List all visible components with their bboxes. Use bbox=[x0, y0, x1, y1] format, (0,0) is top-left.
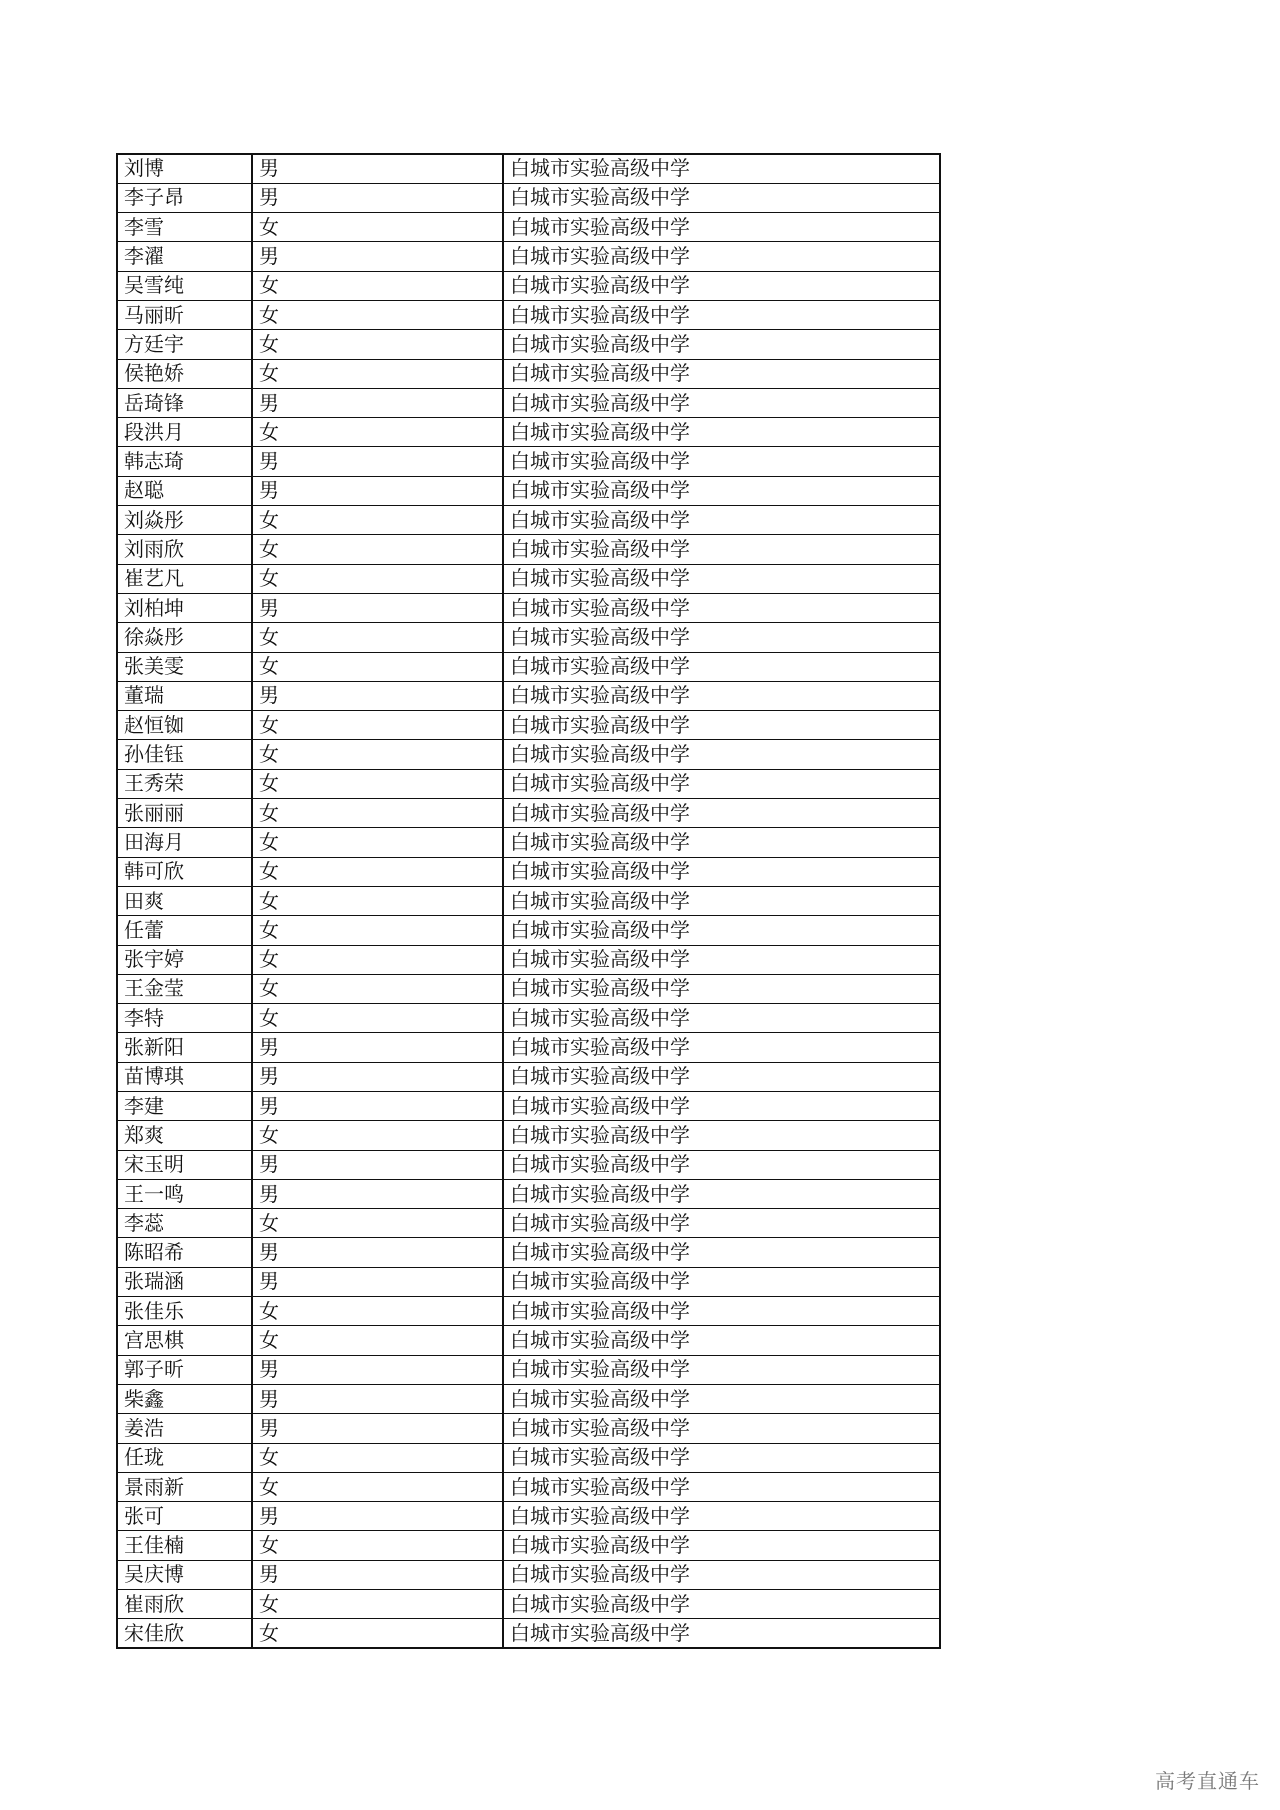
student-gender-cell: 男 bbox=[252, 1414, 503, 1443]
student-school-cell: 白城市实验高级中学 bbox=[503, 769, 940, 798]
table-row bbox=[117, 711, 940, 740]
student-gender-cell: 女 bbox=[252, 506, 503, 535]
student-name-cell: 崔雨欣 bbox=[117, 1590, 252, 1619]
student-gender-cell: 女 bbox=[252, 1326, 503, 1355]
student-gender-cell: 男 bbox=[252, 1384, 503, 1413]
student-gender-cell: 女 bbox=[252, 1297, 503, 1326]
student-name-cell: 柴鑫 bbox=[117, 1384, 252, 1413]
student-gender-cell: 男 bbox=[252, 1179, 503, 1208]
table-row bbox=[117, 799, 940, 828]
table-row bbox=[117, 974, 940, 1003]
student-name-cell: 刘雨欣 bbox=[117, 535, 252, 564]
table-row bbox=[117, 769, 940, 798]
table-row bbox=[117, 916, 940, 945]
student-name-cell: 张可 bbox=[117, 1502, 252, 1531]
student-gender-cell: 男 bbox=[252, 242, 503, 271]
student-school-cell: 白城市实验高级中学 bbox=[503, 271, 940, 300]
student-school-cell: 白城市实验高级中学 bbox=[503, 476, 940, 505]
student-gender-cell: 男 bbox=[252, 1560, 503, 1589]
student-name-cell: 李雪 bbox=[117, 213, 252, 242]
student-school-cell: 白城市实验高级中学 bbox=[503, 652, 940, 681]
table-row bbox=[117, 945, 940, 974]
student-gender-cell: 女 bbox=[252, 1443, 503, 1472]
student-school-cell: 白城市实验高级中学 bbox=[503, 945, 940, 974]
table-row bbox=[117, 1062, 940, 1091]
student-gender-cell: 女 bbox=[252, 799, 503, 828]
table-row bbox=[117, 1384, 940, 1413]
student-name-cell: 郑爽 bbox=[117, 1121, 252, 1150]
student-school-cell: 白城市实验高级中学 bbox=[503, 857, 940, 886]
student-gender-cell: 男 bbox=[252, 1502, 503, 1531]
student-gender-cell: 女 bbox=[252, 1619, 503, 1648]
student-name-cell: 吴庆博 bbox=[117, 1560, 252, 1589]
student-gender-cell: 男 bbox=[252, 476, 503, 505]
table-row bbox=[117, 1531, 940, 1560]
student-gender-cell: 男 bbox=[252, 681, 503, 710]
student-school-cell: 白城市实验高级中学 bbox=[503, 1297, 940, 1326]
student-school-cell: 白城市实验高级中学 bbox=[503, 1326, 940, 1355]
table-row bbox=[117, 388, 940, 417]
student-school-cell: 白城市实验高级中学 bbox=[503, 1150, 940, 1179]
student-name-cell: 姜浩 bbox=[117, 1414, 252, 1443]
table-row bbox=[117, 154, 940, 183]
student-name-cell: 王秀荣 bbox=[117, 769, 252, 798]
table-row bbox=[117, 1179, 940, 1208]
student-school-cell: 白城市实验高级中学 bbox=[503, 213, 940, 242]
student-school-cell: 白城市实验高级中学 bbox=[503, 1619, 940, 1648]
student-school-cell: 白城市实验高级中学 bbox=[503, 1590, 940, 1619]
student-name-cell: 景雨新 bbox=[117, 1472, 252, 1501]
table-row bbox=[117, 1209, 940, 1238]
student-name-cell: 王一鸣 bbox=[117, 1179, 252, 1208]
student-gender-cell: 男 bbox=[252, 593, 503, 622]
table-row bbox=[117, 564, 940, 593]
student-school-cell: 白城市实验高级中学 bbox=[503, 1062, 940, 1091]
student-name-cell: 李子昂 bbox=[117, 183, 252, 212]
student-name-cell: 任蕾 bbox=[117, 916, 252, 945]
table-row bbox=[117, 183, 940, 212]
student-gender-cell: 男 bbox=[252, 1092, 503, 1121]
student-gender-cell: 男 bbox=[252, 1062, 503, 1091]
table-row bbox=[117, 271, 940, 300]
student-name-cell: 刘博 bbox=[117, 154, 252, 183]
student-gender-cell: 男 bbox=[252, 388, 503, 417]
student-gender-cell: 女 bbox=[252, 1531, 503, 1560]
student-school-cell: 白城市实验高级中学 bbox=[503, 974, 940, 1003]
student-name-cell: 张丽丽 bbox=[117, 799, 252, 828]
student-school-cell: 白城市实验高级中学 bbox=[503, 1121, 940, 1150]
student-gender-cell: 女 bbox=[252, 945, 503, 974]
table-row bbox=[117, 418, 940, 447]
student-name-cell: 马丽昕 bbox=[117, 300, 252, 329]
student-school-cell: 白城市实验高级中学 bbox=[503, 740, 940, 769]
student-school-cell: 白城市实验高级中学 bbox=[503, 916, 940, 945]
student-name-cell: 孙佳钰 bbox=[117, 740, 252, 769]
student-gender-cell: 男 bbox=[252, 1238, 503, 1267]
table-row bbox=[117, 1619, 940, 1648]
student-school-cell: 白城市实验高级中学 bbox=[503, 886, 940, 915]
student-name-cell: 宋佳欣 bbox=[117, 1619, 252, 1648]
student-school-cell: 白城市实验高级中学 bbox=[503, 1472, 940, 1501]
student-school-cell: 白城市实验高级中学 bbox=[503, 1267, 940, 1296]
table-row bbox=[117, 330, 940, 359]
student-school-cell: 白城市实验高级中学 bbox=[503, 1560, 940, 1589]
student-name-cell: 李蕊 bbox=[117, 1209, 252, 1238]
student-gender-cell: 女 bbox=[252, 359, 503, 388]
student-name-cell: 赵聪 bbox=[117, 476, 252, 505]
student-name-cell: 岳琦锋 bbox=[117, 388, 252, 417]
student-school-cell: 白城市实验高级中学 bbox=[503, 242, 940, 271]
student-gender-cell: 女 bbox=[252, 740, 503, 769]
student-gender-cell: 女 bbox=[252, 564, 503, 593]
table-row bbox=[117, 1121, 940, 1150]
student-name-cell: 李特 bbox=[117, 1004, 252, 1033]
table-row bbox=[117, 300, 940, 329]
table-row bbox=[117, 1502, 940, 1531]
student-school-cell: 白城市实验高级中学 bbox=[503, 1414, 940, 1443]
student-school-cell: 白城市实验高级中学 bbox=[503, 183, 940, 212]
table-row bbox=[117, 857, 940, 886]
student-school-cell: 白城市实验高级中学 bbox=[503, 388, 940, 417]
student-gender-cell: 女 bbox=[252, 418, 503, 447]
student-name-cell: 侯艳娇 bbox=[117, 359, 252, 388]
student-gender-cell: 女 bbox=[252, 535, 503, 564]
table-row bbox=[117, 242, 940, 271]
student-name-cell: 田爽 bbox=[117, 886, 252, 915]
student-gender-cell: 女 bbox=[252, 1590, 503, 1619]
student-gender-cell: 女 bbox=[252, 1004, 503, 1033]
student-school-cell: 白城市实验高级中学 bbox=[503, 593, 940, 622]
student-school-cell: 白城市实验高级中学 bbox=[503, 154, 940, 183]
watermark-text: 高考直通车 bbox=[1155, 1769, 1260, 1793]
table-row bbox=[117, 1326, 940, 1355]
student-name-cell: 刘柏坤 bbox=[117, 593, 252, 622]
student-school-cell: 白城市实验高级中学 bbox=[503, 1179, 940, 1208]
student-school-cell: 白城市实验高级中学 bbox=[503, 418, 940, 447]
table-row bbox=[117, 740, 940, 769]
table-row bbox=[117, 1472, 940, 1501]
student-gender-cell: 女 bbox=[252, 271, 503, 300]
table-row bbox=[117, 1150, 940, 1179]
table-row bbox=[117, 1414, 940, 1443]
student-name-cell: 吴雪纯 bbox=[117, 271, 252, 300]
student-school-cell: 白城市实验高级中学 bbox=[503, 681, 940, 710]
student-name-cell: 李濯 bbox=[117, 242, 252, 271]
table-row bbox=[117, 1590, 940, 1619]
table-row bbox=[117, 1560, 940, 1589]
table-row bbox=[117, 652, 940, 681]
student-name-cell: 张新阳 bbox=[117, 1033, 252, 1062]
student-school-cell: 白城市实验高级中学 bbox=[503, 359, 940, 388]
student-name-cell: 王佳楠 bbox=[117, 1531, 252, 1560]
student-school-cell: 白城市实验高级中学 bbox=[503, 300, 940, 329]
table-row bbox=[117, 213, 940, 242]
student-gender-cell: 女 bbox=[252, 974, 503, 1003]
student-school-cell: 白城市实验高级中学 bbox=[503, 330, 940, 359]
student-gender-cell: 男 bbox=[252, 1355, 503, 1384]
student-name-cell: 郭子昕 bbox=[117, 1355, 252, 1384]
student-school-cell: 白城市实验高级中学 bbox=[503, 828, 940, 857]
student-name-cell: 段洪月 bbox=[117, 418, 252, 447]
table-row bbox=[117, 1267, 940, 1296]
student-gender-cell: 男 bbox=[252, 1033, 503, 1062]
student-gender-cell: 女 bbox=[252, 1121, 503, 1150]
student-name-cell: 韩志琦 bbox=[117, 447, 252, 476]
student-name-cell: 宫思棋 bbox=[117, 1326, 252, 1355]
roster-body bbox=[117, 154, 940, 1648]
table-row bbox=[117, 623, 940, 652]
student-school-cell: 白城市实验高级中学 bbox=[503, 1531, 940, 1560]
student-name-cell: 董瑞 bbox=[117, 681, 252, 710]
student-school-cell: 白城市实验高级中学 bbox=[503, 1443, 940, 1472]
student-gender-cell: 男 bbox=[252, 1267, 503, 1296]
table-row bbox=[117, 1443, 940, 1472]
table-row bbox=[117, 828, 940, 857]
table-row bbox=[117, 359, 940, 388]
student-gender-cell: 女 bbox=[252, 916, 503, 945]
student-gender-cell: 女 bbox=[252, 828, 503, 857]
student-gender-cell: 男 bbox=[252, 1150, 503, 1179]
student-gender-cell: 女 bbox=[252, 886, 503, 915]
student-name-cell: 赵恒铷 bbox=[117, 711, 252, 740]
student-school-cell: 白城市实验高级中学 bbox=[503, 1384, 940, 1413]
table-row bbox=[117, 535, 940, 564]
student-school-cell: 白城市实验高级中学 bbox=[503, 711, 940, 740]
student-name-cell: 崔艺凡 bbox=[117, 564, 252, 593]
student-school-cell: 白城市实验高级中学 bbox=[503, 1004, 940, 1033]
table-row bbox=[117, 1355, 940, 1384]
student-school-cell: 白城市实验高级中学 bbox=[503, 506, 940, 535]
student-school-cell: 白城市实验高级中学 bbox=[503, 1092, 940, 1121]
table-row bbox=[117, 476, 940, 505]
student-gender-cell: 男 bbox=[252, 154, 503, 183]
student-school-cell: 白城市实验高级中学 bbox=[503, 1355, 940, 1384]
student-school-cell: 白城市实验高级中学 bbox=[503, 799, 940, 828]
student-name-cell: 张美雯 bbox=[117, 652, 252, 681]
student-gender-cell: 女 bbox=[252, 300, 503, 329]
student-gender-cell: 女 bbox=[252, 857, 503, 886]
student-name-cell: 张宇婷 bbox=[117, 945, 252, 974]
student-name-cell: 田海月 bbox=[117, 828, 252, 857]
student-school-cell: 白城市实验高级中学 bbox=[503, 1502, 940, 1531]
student-name-cell: 刘焱彤 bbox=[117, 506, 252, 535]
student-gender-cell: 女 bbox=[252, 769, 503, 798]
table-row bbox=[117, 593, 940, 622]
table-row bbox=[117, 1033, 940, 1062]
table-row bbox=[117, 1004, 940, 1033]
student-school-cell: 白城市实验高级中学 bbox=[503, 1033, 940, 1062]
student-name-cell: 宋玉明 bbox=[117, 1150, 252, 1179]
student-name-cell: 陈昭希 bbox=[117, 1238, 252, 1267]
student-gender-cell: 女 bbox=[252, 1209, 503, 1238]
student-school-cell: 白城市实验高级中学 bbox=[503, 564, 940, 593]
student-school-cell: 白城市实验高级中学 bbox=[503, 447, 940, 476]
student-gender-cell: 男 bbox=[252, 447, 503, 476]
student-gender-cell: 女 bbox=[252, 711, 503, 740]
student-name-cell: 方廷宇 bbox=[117, 330, 252, 359]
table-row bbox=[117, 506, 940, 535]
student-name-cell: 王金莹 bbox=[117, 974, 252, 1003]
student-gender-cell: 男 bbox=[252, 183, 503, 212]
table-row bbox=[117, 1297, 940, 1326]
student-gender-cell: 女 bbox=[252, 330, 503, 359]
student-name-cell: 张佳乐 bbox=[117, 1297, 252, 1326]
student-gender-cell: 女 bbox=[252, 623, 503, 652]
student-name-cell: 徐焱彤 bbox=[117, 623, 252, 652]
student-school-cell: 白城市实验高级中学 bbox=[503, 535, 940, 564]
student-school-cell: 白城市实验高级中学 bbox=[503, 623, 940, 652]
student-gender-cell: 女 bbox=[252, 652, 503, 681]
student-school-cell: 白城市实验高级中学 bbox=[503, 1238, 940, 1267]
table-row bbox=[117, 681, 940, 710]
student-school-cell: 白城市实验高级中学 bbox=[503, 1209, 940, 1238]
student-name-cell: 韩可欣 bbox=[117, 857, 252, 886]
student-gender-cell: 女 bbox=[252, 213, 503, 242]
student-gender-cell: 女 bbox=[252, 1472, 503, 1501]
student-name-cell: 张瑞涵 bbox=[117, 1267, 252, 1296]
table-row bbox=[117, 447, 940, 476]
student-name-cell: 苗博琪 bbox=[117, 1062, 252, 1091]
student-roster-table bbox=[116, 153, 941, 1649]
table-row bbox=[117, 1238, 940, 1267]
student-name-cell: 任珑 bbox=[117, 1443, 252, 1472]
table-row bbox=[117, 886, 940, 915]
table-row bbox=[117, 1092, 940, 1121]
student-name-cell: 李建 bbox=[117, 1092, 252, 1121]
